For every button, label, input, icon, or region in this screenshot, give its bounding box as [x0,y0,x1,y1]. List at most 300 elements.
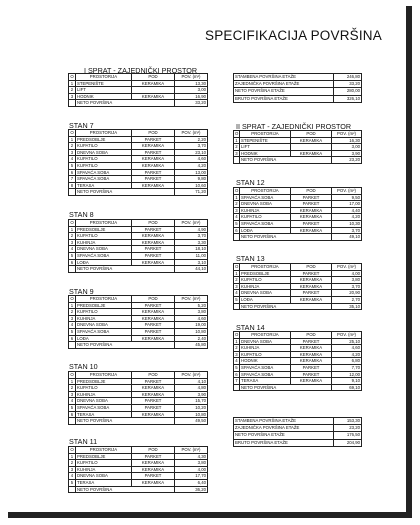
floor-type: PARKET [291,290,332,297]
room-name: SPAVAĆA SOBA [76,328,132,335]
stan-8-title: STAN 8 [69,210,94,219]
column-header: PROSTORIJA [240,188,291,195]
row-number: 5 [69,252,76,259]
table-row [234,150,362,157]
summary-value: 326,10 [334,95,362,102]
table-header-row [234,264,362,271]
table-row [234,338,362,345]
column-header: POV. (m²) [332,332,362,339]
floor-type [132,87,175,94]
room-area: 3,90 [175,391,208,398]
row-number: 5 [69,162,76,169]
room-area: 3,70 [175,143,208,150]
room-name: HODNIK [240,358,291,365]
summary-value: 33,20 [334,81,362,88]
floor-type: PARKET [132,378,175,385]
room-name: LOĐA [240,296,291,303]
row-number: 3 [235,351,238,357]
table-row [234,220,362,227]
column-header: PROSTORIJA [240,332,291,339]
room-area: 6,80 [332,358,362,365]
summary-row [234,74,362,81]
row-number: 1 [69,378,76,385]
row-number: 6 [69,335,76,342]
floor-type: PARKET [132,322,175,329]
room-name: SPAVAĆA SOBA [76,169,132,176]
table-row [69,259,208,266]
floor-type: PARKET [291,201,332,208]
table-row [234,345,362,352]
room-name: KUPATILO [240,351,291,358]
stan-10-table [68,371,208,425]
floor-type [291,144,332,151]
row-number: 3 [69,315,76,322]
room-name: KUHINJA [240,345,291,352]
net-area-row [69,486,208,493]
summary-label: NETO POVRŠINA ETAŽE [234,432,334,439]
floor-type: KERAMIKA [132,309,175,316]
table-row [69,453,208,460]
room-area: 17,70 [175,473,208,480]
room-area: 4,20 [332,351,362,358]
room-name: TERASA [76,479,132,486]
room-name: PREDSOBLJE [240,270,291,277]
column-header: PROSTORIJA [240,131,291,138]
table-header-row [69,447,208,454]
floor-type: KERAMIKA [291,358,332,365]
table-row [69,87,208,94]
net-area-value: 49,50 [175,418,208,425]
table-row [234,137,362,144]
table-row [69,460,208,467]
room-name: KUPATILO [240,277,291,284]
stan-11-table [68,446,208,493]
room-name: KUPATILO [240,214,291,221]
table-row [69,411,208,418]
net-area-label: NETO POVRŠINA [76,189,175,196]
table-row [234,227,362,234]
room-area: 3,90 [332,150,362,157]
column-header: POV. (m²) [175,447,208,454]
row-number: 3 [69,391,76,398]
floor-type: KERAMIKA [291,283,332,290]
table-row [69,479,208,486]
net-area-row [69,418,208,425]
floor-type: KERAMIKA [132,259,175,266]
column-header: POD [132,130,175,137]
stan-14-title: STAN 14 [236,323,265,332]
room-name: PREDSOBLJE [76,378,132,385]
row-number: 3 [69,466,76,473]
room-area: 3,70 [332,283,362,290]
room-area: 4,30 [175,453,208,460]
room-area: 10,60 [175,182,208,189]
room-name: DNEVNA SOBA [76,473,132,480]
row-number: 2 [235,277,238,283]
floor-type: KERAMIKA [291,296,332,303]
floor-type: PARKET [132,149,175,156]
summary-1-table [233,73,362,103]
room-name: KUPATILO [76,143,132,150]
sprat-1-title: I SPRAT - ZAJEDNIČKI PROSTOR [84,66,198,75]
row-number: 2 [69,309,76,316]
room-area: 3,70 [175,233,208,240]
table-row [69,169,208,176]
column-header: O [235,188,239,194]
floor-type: KERAMIKA [291,137,332,144]
room-area: 4,40 [332,207,362,214]
net-area-label: NETO POVRŠINA [76,100,175,107]
summary-value: 280,00 [334,88,362,95]
floor-type: PARKET [291,194,332,201]
row-number: 6 [69,411,76,418]
room-area: 13,00 [175,169,208,176]
room-name: TERASA [240,378,291,385]
room-name: KUHINJA [76,391,132,398]
room-area: 9,80 [175,176,208,183]
floor-type: KERAMIKA [132,315,175,322]
room-area: 2,20 [175,136,208,143]
room-area: 4,60 [175,315,208,322]
row-number: 8 [69,182,76,189]
room-name: KUHINJA [76,239,132,246]
summary-label: BRUTO POVRŠINA ETAŽE [234,439,334,446]
floor-type: KERAMIKA [132,391,175,398]
room-name: STEPENIŠTE [240,137,291,144]
net-area-row [69,342,208,349]
floor-type: PARKET [291,270,332,277]
room-name: LIFT [76,87,132,94]
room-name: PREDSOBLJE [76,453,132,460]
table-row [69,378,208,385]
floor-type: KERAMIKA [132,93,175,100]
room-area: 3,00 [332,144,362,151]
room-name: SPAVAĆA SOBA [240,194,291,201]
room-area: 4,10 [175,378,208,385]
stan-12-title: STAN 12 [236,178,265,187]
net-area-label: NETO POVRŠINA [240,157,332,164]
room-area: 10,30 [332,220,362,227]
table-row [234,296,362,303]
net-area-value: 23,20 [332,157,362,164]
row-number: 4 [235,290,238,296]
room-area: 7,70 [332,364,362,371]
room-name: DNEVNA SOBA [76,322,132,329]
room-area: 9,10 [332,378,362,385]
summary-label: BRUTO POVRŠINA ETAŽE [234,95,334,102]
summary-row [234,432,362,439]
room-area: 16,30 [332,137,362,144]
room-name: DNEVNA SOBA [240,338,291,345]
net-area-value: 33,20 [175,100,208,107]
table-row [234,214,362,221]
row-number: 1 [69,453,76,460]
table-row [69,136,208,143]
net-spacer [69,100,76,107]
row-number: 1 [69,80,76,87]
room-name: TERASA [76,411,132,418]
table-row [234,144,362,151]
column-header: POD [291,264,332,271]
table-row [69,80,208,87]
table-row [234,283,362,290]
room-area: 4,20 [332,214,362,221]
room-name: SPAVAĆA SOBA [240,364,291,371]
table-header-row [69,296,208,303]
room-name: SPAVAĆA SOBA [76,252,132,259]
floor-type: KERAMIKA [132,466,175,473]
row-number: 5 [235,221,238,227]
room-name: TERASA [76,182,132,189]
floor-type: KERAMIKA [132,143,175,150]
net-spacer [69,486,76,493]
row-number: 3 [235,150,238,156]
summary-value: 204,90 [334,439,362,446]
row-number: 1 [235,338,238,344]
net-area-row [69,266,208,273]
room-area: 10,20 [175,404,208,411]
column-header: POV. (m²) [332,188,362,195]
net-area-value: 71,20 [175,189,208,196]
room-area: 6,40 [175,479,208,486]
column-header: O [235,332,239,338]
net-spacer [69,266,76,273]
summary-label: STAMBENA POVRŠINA ETAŽE [234,418,334,425]
room-name: LIFT [240,144,291,151]
row-number: 4 [69,322,76,329]
summary-2-table [233,417,362,447]
table-header-row [69,74,208,81]
room-area: 9,50 [332,194,362,201]
column-header: POD [132,447,175,454]
sprat-1-table [68,73,208,107]
table-header-row [69,220,208,227]
room-area: 12,00 [332,371,362,378]
net-area-label: NETO POVRŠINA [76,486,175,493]
row-number: 3 [69,239,76,246]
row-number: 4 [235,358,238,364]
room-name: SPAVAĆA SOBA [240,371,291,378]
column-header: PROSTORIJA [76,130,132,137]
table-header-row [234,131,362,138]
summary-label: STAMBENA POVRŠINA ETAŽE [234,74,334,81]
table-row [69,473,208,480]
row-number: 2 [235,201,238,207]
table-row [69,156,208,163]
room-area: 11,00 [175,252,208,259]
table-row [69,322,208,329]
table-row [69,398,208,405]
net-area-label: NETO POVRŠINA [240,384,332,391]
net-spacer [69,418,76,425]
column-header: POV. (m²) [332,264,362,271]
table-row [69,335,208,342]
table-row [234,351,362,358]
floor-type: PARKET [291,338,332,345]
column-header: POV. (m²) [175,74,208,81]
column-header: POD [291,131,332,138]
row-number: 7 [235,378,238,384]
room-name: KUHINJA [76,466,132,473]
summary-row [234,81,362,88]
stan-10-title: STAN 10 [69,362,98,371]
floor-type: KERAMIKA [132,479,175,486]
room-name: DNEVNA SOBA [240,201,291,208]
table-row [69,226,208,233]
row-number: 4 [69,473,76,480]
net-area-row [69,100,208,107]
table-row [69,385,208,392]
summary-value: 246,80 [334,74,362,81]
floor-type: PARKET [132,226,175,233]
column-header: O [70,296,74,302]
room-area: 3,80 [175,460,208,467]
floor-type: KERAMIKA [291,345,332,352]
room-area: 4,80 [175,385,208,392]
net-area-label: NETO POVRŠINA [76,266,175,273]
room-area: 4,00 [332,270,362,277]
summary-row [234,439,362,446]
table-row [234,277,362,284]
net-area-value: 45,80 [175,342,208,349]
column-header: POD [132,296,175,303]
table-header-row [234,188,362,195]
net-area-label: NETO POVRŠINA [76,342,175,349]
table-row [69,246,208,253]
table-row [234,194,362,201]
table-row [69,182,208,189]
room-name: LOĐA [240,227,291,234]
table-row [234,378,362,385]
table-row [234,371,362,378]
room-area: 3,70 [332,227,362,234]
room-name: KUHINJA [240,283,291,290]
room-area: 2,70 [332,296,362,303]
room-name: KUPATILO [76,156,132,163]
table-row [69,404,208,411]
stan-7-title: STAN 7 [69,121,94,130]
column-header: PROSTORIJA [76,372,132,379]
floor-type: KERAMIKA [132,156,175,163]
stan-11-title: STAN 11 [69,437,98,446]
column-header: O [70,74,74,80]
floor-type: KERAMIKA [291,378,332,385]
column-header: PROSTORIJA [240,264,291,271]
row-number: 1 [69,136,76,143]
room-name: DNEVNA SOBA [240,290,291,297]
floor-type: KERAMIKA [291,150,332,157]
row-number: 3 [235,283,238,289]
floor-type: PARKET [291,371,332,378]
floor-type: PARKET [132,404,175,411]
room-name: PREDSOBLJE [76,136,132,143]
floor-type: KERAMIKA [291,351,332,358]
row-number: 6 [69,259,76,266]
room-name: LOĐA [76,335,132,342]
floor-type: PARKET [132,252,175,259]
floor-type: PARKET [132,136,175,143]
table-row [234,207,362,214]
room-area: 23,10 [175,149,208,156]
sprat-2-table [233,130,362,164]
room-name: SPAVAĆA SOBA [76,176,132,183]
stan-13-table [233,263,362,310]
row-number: 5 [69,479,76,486]
summary-value: 153,30 [334,418,362,425]
floor-type: PARKET [132,246,175,253]
room-name: DNEVNA SOBA [76,398,132,405]
room-area: 4,90 [175,226,208,233]
table-row [234,358,362,365]
floor-type: PARKET [291,364,332,371]
floor-type: PARKET [132,176,175,183]
room-area: 3,30 [175,239,208,246]
column-header: PROSTORIJA [76,74,132,81]
room-name: KUPATILO [76,162,132,169]
room-name: KUPATILO [76,460,132,467]
table-row [234,201,362,208]
room-name: KUPATILO [76,309,132,316]
floor-type: PARKET [132,473,175,480]
room-area: 2,40 [175,335,208,342]
floor-type: KERAMIKA [132,182,175,189]
net-area-label: NETO POVRŠINA [76,418,175,425]
room-name: SPAVAĆA SOBA [240,220,291,227]
floor-type: PARKET [291,220,332,227]
stan-8-table [68,219,208,273]
floor-type: KERAMIKA [132,385,175,392]
column-header: POD [132,220,175,227]
table-row [234,364,362,371]
room-area: 3,10 [175,259,208,266]
table-row [69,239,208,246]
column-header: O [235,264,239,270]
stan-9-table [68,295,208,349]
summary-row [234,425,362,432]
room-name: KUHINJA [240,207,291,214]
net-area-row [69,189,208,196]
room-area: 13,30 [175,80,208,87]
row-number: 6 [69,169,76,176]
row-number: 3 [235,207,238,213]
column-header: POD [291,188,332,195]
table-row [234,270,362,277]
net-area-value: 44,10 [175,266,208,273]
table-row [69,391,208,398]
net-area-row [234,303,362,310]
room-area: 19,00 [175,322,208,329]
room-area: 15,70 [175,398,208,405]
row-number: 5 [235,365,238,371]
room-name: STEPENIŠTE [76,80,132,87]
column-header: O [70,372,74,378]
row-number: 4 [69,398,76,405]
net-area-value: 49,10 [332,234,362,241]
column-header: POV. (m²) [175,220,208,227]
stan-14-table [233,331,362,391]
table-row [69,162,208,169]
floor-type: KERAMIKA [291,214,332,221]
row-number: 2 [235,144,238,150]
floor-type: KERAMIKA [132,411,175,418]
row-number: 1 [235,194,238,200]
table-header-row [69,130,208,137]
net-area-row [234,384,362,391]
column-header: O [70,130,74,136]
summary-row [234,95,362,102]
row-number: 2 [69,143,76,150]
floor-type: PARKET [132,302,175,309]
